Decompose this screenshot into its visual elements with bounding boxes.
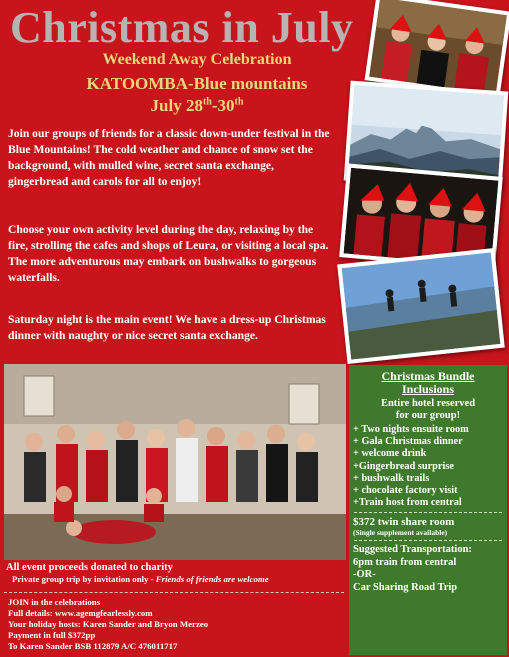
bank-line: To Karen Sander BSB 112879 A/C 476011717 bbox=[8, 641, 178, 651]
join-heading: JOIN in the celebrations bbox=[8, 597, 101, 607]
group-dinner-photo bbox=[4, 364, 346, 560]
subtitle-dates: July 28th-30th bbox=[150, 96, 244, 115]
footer-notes bbox=[6, 562, 346, 584]
price-line: $372 twin share room bbox=[353, 516, 455, 529]
inclusions-subtitle: Entire hotel reserved for our group! bbox=[380, 398, 476, 421]
list-item: +Train host from central bbox=[353, 497, 462, 509]
list-item: +Gingerbread surprise bbox=[353, 460, 454, 472]
payment-line: Payment in full $372pp bbox=[8, 630, 96, 640]
cliff-jump-photo bbox=[337, 248, 505, 364]
sidebar-divider bbox=[354, 540, 502, 541]
details-link: Full details: www.agemgfearlessly.com bbox=[8, 608, 153, 618]
price-note: (Single supplement available) bbox=[353, 528, 448, 538]
inclusions-list bbox=[353, 424, 507, 509]
hosts-line: Your holiday hosts: Karen Sander and Bryon Merzeo bbox=[8, 619, 209, 629]
activities-paragraph: Choose your own activity level during the day, relaxing by the fire, strolling the cafes and shops of Leura, or visiting a local spa. The more adventurous may embark on bushwalks to gorgeous waterfalls. bbox=[8, 223, 329, 284]
list-item: + chocolate factory visit bbox=[353, 485, 458, 497]
list-item: + Gala Christmas dinner bbox=[353, 436, 463, 448]
subtitle-location: KATOOMBA-Blue mountains bbox=[86, 74, 308, 93]
footer-divider bbox=[4, 592, 344, 593]
private-note: Private group trip by invitation only - Friends of friends are welcome bbox=[12, 574, 269, 584]
page-title: Christmas in July bbox=[10, 3, 354, 52]
inclusions-panel bbox=[349, 365, 507, 655]
list-item: + bushwalk trails bbox=[353, 472, 430, 484]
transport-info: Suggested Transportation: 6pm train from central -OR- Car Sharing Road Trip bbox=[353, 544, 472, 593]
list-item: + welcome drink bbox=[353, 448, 427, 460]
intro-paragraph: Join our groups of friends for a classic down-under festival in the Blue Mountains! The cold weather and chance of snow set the background, with mulled wine, secret santa exchange, gingerbread and carols for all to enjoy! bbox=[8, 127, 330, 188]
subtitle-weekend: Weekend Away Celebration bbox=[102, 51, 292, 68]
charity-note: All event proceeds donated to charity bbox=[6, 562, 173, 573]
join-details bbox=[8, 597, 338, 652]
sidebar-divider bbox=[354, 512, 502, 513]
list-item: + Two nights ensuite room bbox=[353, 424, 469, 435]
dinner-paragraph: Saturday night is the main event! We have a dress-up Christmas dinner with naughty or nice secret santa exchange. bbox=[8, 313, 326, 342]
inclusions-title: Christmas Bundle Inclusions bbox=[381, 369, 475, 396]
